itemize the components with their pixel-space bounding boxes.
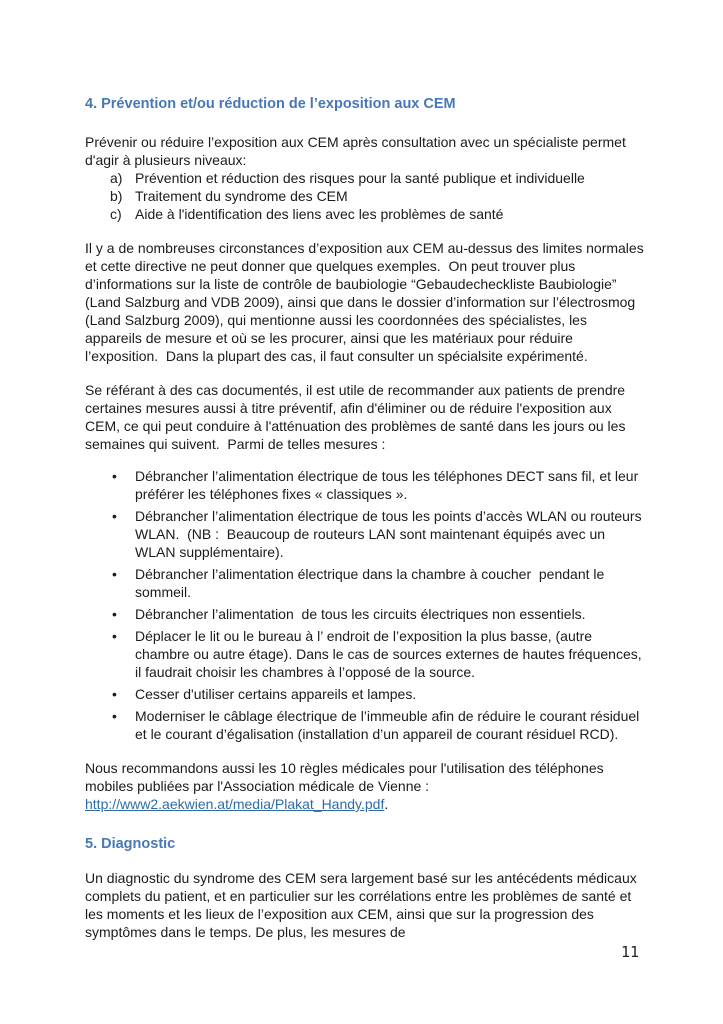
list-marker: b)	[110, 188, 123, 204]
list-item-text: Aide à l'identification des liens avec les problèmes de santé	[135, 206, 504, 222]
bullet-list-item	[112, 627, 645, 681]
bullet-icon: •	[112, 606, 117, 622]
section-4-heading: 4. Prévention et/ou réduction de l’exposition aux CEM	[85, 96, 456, 112]
bullet-icon: •	[112, 686, 117, 702]
lettered-list-item	[110, 169, 645, 187]
bullet-item-text: Débrancher l’alimentation électrique dans la chambre à coucher pendant le sommeil.	[135, 566, 609, 600]
bullet-item-text: Débrancher l’alimentation électrique de tous les points d’accès WLAN ou routeurs WLAN. (NB : Beaucoup de routeurs LAN sont maintenant équipés avec un WLAN supplémentaire).	[135, 508, 646, 560]
bullet-list-item	[112, 467, 645, 503]
bullet-item-text: Débrancher l’alimentation électrique de tous les téléphones DECT sans fil, et leur préférer les téléphones fixes « classiques ».	[135, 468, 643, 502]
bullet-list-item	[112, 605, 645, 623]
bullet-icon: •	[112, 708, 117, 724]
lettered-list-item	[110, 205, 645, 223]
recommendation-text: Nous recommandons aussi les 10 règles médicales pour l'utilisation des téléphones mobiles publiées par l'Association médicale de Vienne :	[85, 760, 608, 794]
section-4-intro-paragraph: Prévenir ou réduire l’exposition aux CEM après consultation avec un spécialiste permet d'agir à plusieurs niveaux:	[85, 134, 630, 168]
list-item-text: Prévention et réduction des risques pour la santé publique et individuelle	[135, 170, 585, 186]
bullet-item-text: Moderniser le câblage électrique de l’immeuble afin de réduire le courant résiduel et le courant d’égalisation (installation d’un appareil de courant résiduel RCD).	[135, 708, 644, 742]
measures-bullet-list	[85, 467, 645, 743]
page-number: 11	[620, 943, 639, 961]
bullet-item-text: Débrancher l’alimentation de tous les circuits électriques non essentiels.	[135, 606, 586, 622]
bullet-list-item	[112, 507, 645, 561]
link-suffix: .	[384, 796, 389, 812]
paragraph-recommendation	[85, 759, 645, 813]
bullet-list-item	[112, 685, 645, 703]
list-marker: a)	[110, 170, 123, 186]
bullet-icon: •	[112, 508, 117, 524]
list-item-text: Traitement du syndrome des CEM	[135, 188, 348, 204]
bullet-icon: •	[112, 628, 117, 644]
bullet-icon: •	[112, 566, 117, 582]
lettered-list	[85, 169, 645, 223]
paragraph-exposure-examples: Il y a de nombreuses circonstances d’exposition aux CEM au-dessus des limites normales et cette directive ne peut donner que quelques exemples. On peut trouver plus d’informations sur la liste de contrôle de baubiologie “Gebaudecheckliste Baubiologie” (Land Salzburg and VDB 2009), ainsi que dans le dossier d’information sur l’électrosmog (Land Salzburg 2009), qui mentionne aussi les coordonnées des spécialistes, les appareils de mesure et où se les procurer, ainsi que les matériaux pour réduire l’exposition. Dans la plupart des cas, il faut consulter un spécialsite expérimenté.	[85, 240, 648, 364]
bullet-icon: •	[112, 468, 117, 484]
lettered-list-item	[110, 187, 645, 205]
bullet-list-item	[112, 565, 645, 601]
paragraph-preventive-measures: Se référant à des cas documentés, il est utile de recommander aux patients de prendre certaines mesures aussi à titre préventif, afin d'éliminer ou de réduire l'exposition aux CEM, ce qui peut conduire à l'atténuation des problèmes de santé dans les jours ou les semaines qui suivent. Parmi de telles mesures :	[85, 382, 630, 452]
paragraph-diagnostic: Un diagnostic du syndrome des CEM sera largement basé sur les antécédents médicaux complets du patient, et en particulier sur les corrélations entre les problèmes de santé et les moments et les lieux de l’exposition aux CEM, ainsi que sur la progression des symptômes dans le temps. De plus, les mesures de	[85, 870, 641, 940]
bullet-item-text: Déplacer le lit ou le bureau à l’ endroit de l’exposition la plus basse, (autre chambre ou autre étage). Dans le cas de sources externes de hautes fréquences, il faudrait choisir les chambres à l’opposé de la source.	[135, 628, 646, 680]
list-marker: c)	[110, 206, 122, 222]
bullet-item-text: Cesser d'utiliser certains appareils et lampes.	[135, 686, 417, 702]
bullet-list-item	[112, 707, 645, 743]
section-5-heading: 5. Diagnostic	[85, 836, 176, 852]
plakat-handy-link[interactable]: http://www2.aekwien.at/media/Plakat_Handy.pdf	[85, 796, 385, 812]
